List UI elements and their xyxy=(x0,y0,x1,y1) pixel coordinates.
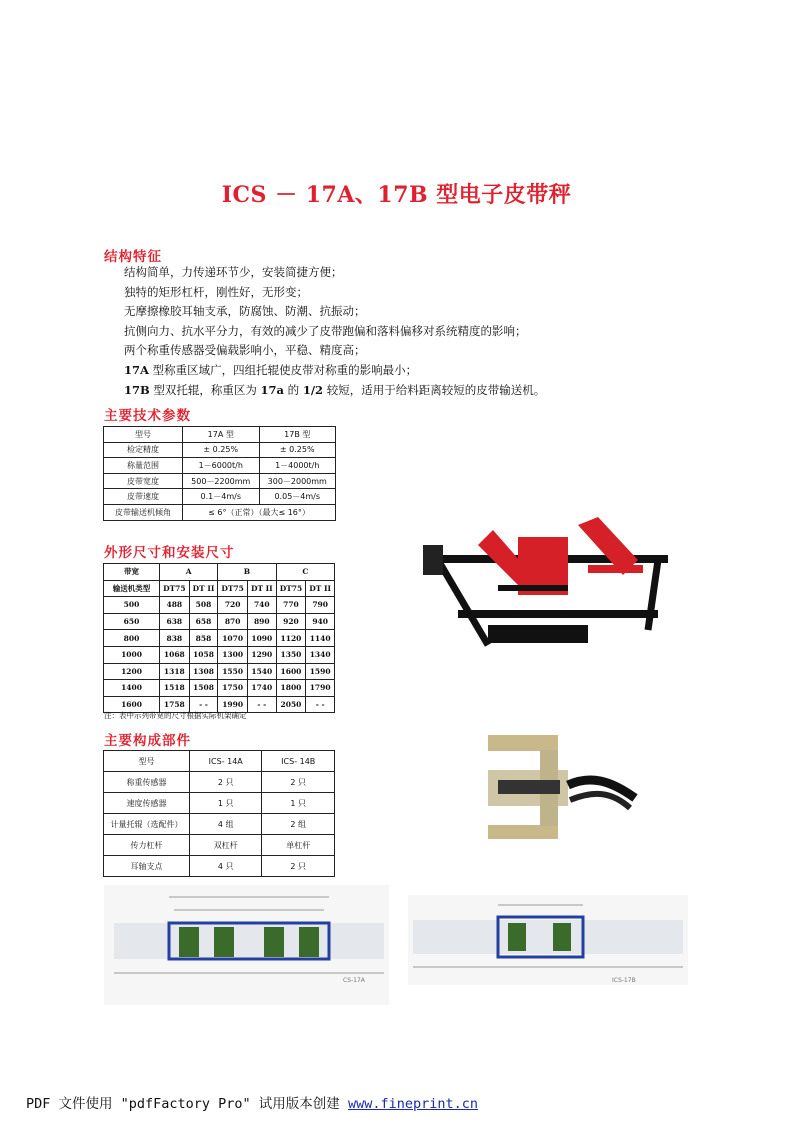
table-cell: 770 xyxy=(276,597,306,614)
table-row xyxy=(104,458,336,474)
dims-table xyxy=(103,563,335,713)
table-cell: 1600 xyxy=(276,663,306,680)
table-cell: 速度传感器 xyxy=(104,793,190,814)
table-cell: 858 xyxy=(189,630,218,647)
feature-17b-text: 的 xyxy=(284,382,303,397)
table-header-row xyxy=(104,564,335,581)
table-cell: 720 xyxy=(218,597,248,614)
table-cell: 1000 xyxy=(104,646,160,663)
table-cell: 1318 xyxy=(160,663,190,680)
table-cell: 1－4000t/h xyxy=(259,458,336,474)
table-cell: - - xyxy=(306,696,335,713)
table-header-cell: ICS- 14B xyxy=(262,751,335,772)
table-row xyxy=(104,835,335,856)
footer-text: PDF 文件使用 "pdfFactory Pro" 试用版本创建 xyxy=(26,1096,348,1112)
table-cell: 耳轴支点 xyxy=(104,856,190,877)
table-cell: 940 xyxy=(306,613,335,630)
table-header-cell: DT75 xyxy=(218,580,248,597)
table-cell: 500 xyxy=(104,597,160,614)
table-header-cell: B xyxy=(218,564,276,581)
table-cell: 2 组 xyxy=(262,814,335,835)
table-cell: 传力杠杆 xyxy=(104,835,190,856)
feature-item: 独特的矩形杠杆，刚性好，无形变； xyxy=(124,284,308,299)
table-cell: 1200 xyxy=(104,663,160,680)
table-cell: 称重传感器 xyxy=(104,772,190,793)
table-cell: 658 xyxy=(189,613,218,630)
feature-17a-text: 型称重区域广，四组托辊使皮带对称重的影响最小； xyxy=(148,362,418,377)
drawing-label-17b: ICS-17B xyxy=(612,977,636,984)
table-header-cell: A xyxy=(160,564,218,581)
table-cell: 870 xyxy=(218,613,248,630)
table-cell: 838 xyxy=(160,630,190,647)
table-cell: 1090 xyxy=(247,630,276,647)
dims-note: 注：表中示列带宽的尺寸根据实际机架确定 xyxy=(104,711,247,720)
table-cell: 0.05－4m/s xyxy=(259,489,336,505)
table-header-cell: DT II xyxy=(247,580,276,597)
table-header-cell: DT II xyxy=(306,580,335,597)
table-header-cell: DT75 xyxy=(276,580,306,597)
section-heading-features: 结构特征 xyxy=(104,249,162,265)
table-row xyxy=(104,613,335,630)
table-cell: 4 组 xyxy=(190,814,262,835)
feature-17b-model: 17B xyxy=(124,382,150,397)
footer-link[interactable]: www.fineprint.cn xyxy=(347,1096,478,1112)
table-row xyxy=(104,473,336,489)
table-header-row xyxy=(104,751,335,772)
table-cell: 检定精度 xyxy=(104,442,183,458)
table-cell: 1120 xyxy=(276,630,306,647)
table-cell: 2 只 xyxy=(262,772,335,793)
feature-item-17b xyxy=(124,381,545,401)
table-row xyxy=(104,630,335,647)
section-heading-params: 主要技术参数 xyxy=(104,408,191,424)
page-title: ICS － 17A、17B 型电子皮带秤 xyxy=(221,182,572,208)
table-cell: 1070 xyxy=(218,630,248,647)
feature-17a-model: 17A xyxy=(124,362,149,377)
table-row xyxy=(104,814,335,835)
table-row xyxy=(104,489,336,505)
table-cell: 508 xyxy=(189,597,218,614)
drawing-label-17a: CS-17A xyxy=(343,977,365,984)
table-cell: 皮带速度 xyxy=(104,489,183,505)
table-cell: 1400 xyxy=(104,680,160,697)
feature-17b-text: 较短，适用于给料距离较短的皮带输送机。 xyxy=(323,382,546,397)
load-cell-image xyxy=(480,730,640,845)
table-cell: 双杠杆 xyxy=(190,835,262,856)
table-header-cell: 输送机类型 xyxy=(104,580,160,597)
table-row xyxy=(104,646,335,663)
parts-table xyxy=(103,750,335,877)
table-cell: 计量托辊（选配件） xyxy=(104,814,190,835)
section-heading-parts: 主要构成部件 xyxy=(104,733,191,749)
table-cell: 皮带输送机倾角 xyxy=(104,504,183,520)
feature-17b-ref: 17a xyxy=(260,382,285,397)
table-cell: - - xyxy=(247,696,276,713)
table-header-cell: C xyxy=(276,564,334,581)
table-cell: 790 xyxy=(306,597,335,614)
table-cell: ≤ 6°（正常）（最大≤ 16°） xyxy=(183,504,336,520)
features-list xyxy=(124,263,545,400)
table-row xyxy=(104,793,335,814)
table-cell: 1140 xyxy=(306,630,335,647)
table-row xyxy=(104,663,335,680)
table-cell: 488 xyxy=(160,597,190,614)
feature-item: 抗侧向力、抗水平分力，有效的减少了皮带跑偏和落料偏移对系统精度的影响； xyxy=(124,323,527,338)
table-cell: 1750 xyxy=(218,680,248,697)
feature-17b-text: 型双托辊，称重区为 xyxy=(149,382,261,397)
table-cell: 1990 xyxy=(218,696,248,713)
table-header-row xyxy=(104,427,336,443)
table-header-cell: ICS- 14A xyxy=(190,751,262,772)
ics-17b-drawing xyxy=(408,895,688,985)
feature-item-17a xyxy=(124,361,545,381)
dims-table-body xyxy=(104,597,335,713)
table-cell: 1550 xyxy=(218,663,248,680)
table-cell: 1058 xyxy=(189,646,218,663)
table-cell: 1290 xyxy=(247,646,276,663)
table-cell: 638 xyxy=(160,613,190,630)
feature-item: 两个称重传感器受偏载影响小，平稳、精度高； xyxy=(124,343,366,358)
table-header-cell: DT II xyxy=(189,580,218,597)
table-cell: 1 只 xyxy=(262,793,335,814)
table-cell: 1800 xyxy=(276,680,306,697)
table-cell: 1790 xyxy=(306,680,335,697)
table-cell: 1350 xyxy=(276,646,306,663)
table-row xyxy=(104,504,336,520)
section-heading-dims: 外形尺寸和安装尺寸 xyxy=(104,545,235,561)
table-cell: 0.1－4m/s xyxy=(183,489,260,505)
table-cell: 1－6000t/h xyxy=(183,458,260,474)
footer xyxy=(26,1092,478,1112)
table-cell: ± 0.25% xyxy=(183,442,260,458)
table-row xyxy=(104,680,335,697)
table-header-row xyxy=(104,580,335,597)
table-cell: ± 0.25% xyxy=(259,442,336,458)
table-cell: 1 只 xyxy=(190,793,262,814)
feature-item: 结构简单，力传递环节少，安装简捷方便； xyxy=(124,265,343,279)
table-cell: 1540 xyxy=(247,663,276,680)
table-header-cell: 型号 xyxy=(104,751,190,772)
table-cell: - - xyxy=(189,696,218,713)
table-cell: 2050 xyxy=(276,696,306,713)
feature-17b-ratio: 1/2 xyxy=(302,382,324,397)
table-cell: 1758 xyxy=(160,696,190,713)
table-cell: 2 只 xyxy=(190,772,262,793)
table-cell: 1590 xyxy=(306,663,335,680)
table-header-cell: 带宽 xyxy=(104,564,160,581)
table-cell: 单杠杆 xyxy=(262,835,335,856)
table-header-cell: 17B 型 xyxy=(259,427,336,443)
table-cell: 800 xyxy=(104,630,160,647)
ics-17a-drawing xyxy=(104,885,389,1005)
table-row xyxy=(104,597,335,614)
feature-item: 无摩擦橡胶耳轴支承，防腐蚀、防潮、抗振动； xyxy=(124,304,366,319)
table-cell: 皮带宽度 xyxy=(104,473,183,489)
table-cell: 1068 xyxy=(160,646,190,663)
table-cell: 称量范围 xyxy=(104,458,183,474)
table-cell: 1340 xyxy=(306,646,335,663)
table-row xyxy=(104,772,335,793)
table-cell: 1740 xyxy=(247,680,276,697)
params-table xyxy=(103,426,336,521)
table-cell: 500－2200mm xyxy=(183,473,260,489)
table-header-cell: DT75 xyxy=(160,580,190,597)
table-row xyxy=(104,442,336,458)
table-cell: 1308 xyxy=(189,663,218,680)
table-cell: 920 xyxy=(276,613,306,630)
table-cell: 1600 xyxy=(104,696,160,713)
table-cell: 1300 xyxy=(218,646,248,663)
table-cell: 1518 xyxy=(160,680,190,697)
belt-scale-frame-image xyxy=(418,515,678,655)
table-cell: 300－2000mm xyxy=(259,473,336,489)
table-cell: 4 只 xyxy=(190,856,262,877)
table-cell: 2 只 xyxy=(262,856,335,877)
table-row xyxy=(104,856,335,877)
table-header-cell: 17A 型 xyxy=(183,427,260,443)
table-header-cell: 型号 xyxy=(104,427,183,443)
table-cell: 1508 xyxy=(189,680,218,697)
table-cell: 890 xyxy=(247,613,276,630)
table-cell: 650 xyxy=(104,613,160,630)
table-cell: 740 xyxy=(247,597,276,614)
